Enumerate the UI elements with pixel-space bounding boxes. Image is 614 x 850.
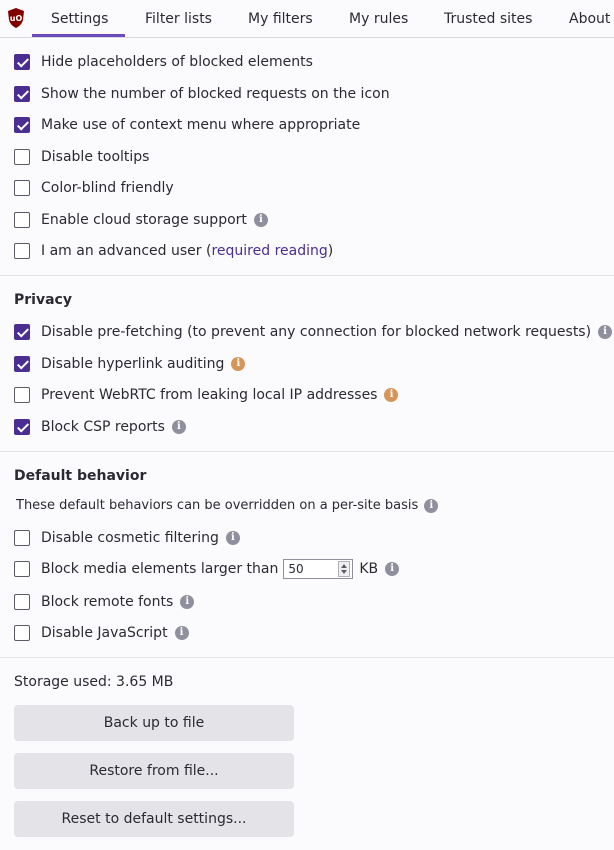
media-size-value: 50 [288,562,304,576]
info-icon[interactable]: i [424,499,438,513]
checkbox[interactable] [14,180,30,196]
warning-info-icon[interactable]: i [231,357,245,371]
checkbox[interactable] [14,54,30,70]
setting-label: I am an advanced user ( [41,243,212,259]
tab-my-filters[interactable]: My filters [248,11,313,27]
tab-my-rules[interactable]: My rules [349,11,409,27]
setting-context-menu[interactable] [14,115,360,135]
info-icon[interactable]: i [598,325,612,339]
checkbox[interactable] [14,561,30,577]
setting-cloud-storage[interactable] [14,210,268,230]
setting-label: Show the number of blocked requests on the icon [41,86,390,102]
setting-hide-placeholders[interactable] [14,52,313,72]
setting-label: Disable JavaScript [41,625,168,641]
spinner-arrows-icon[interactable] [338,561,350,577]
setting-block-csp-reports[interactable] [14,417,186,437]
checkbox[interactable] [14,117,30,133]
privacy-heading: Privacy [14,292,72,308]
setting-show-blocked-count[interactable] [14,84,390,104]
setting-label: Block media elements larger than [41,561,279,577]
checkbox[interactable] [14,356,30,372]
divider [0,657,614,658]
setting-disable-cosmetic[interactable] [14,528,240,548]
media-size-input[interactable] [283,559,353,579]
active-tab-indicator [32,34,125,37]
checkbox[interactable] [14,212,30,228]
storage-used: Storage used: 3.65 MB [14,674,174,690]
checkbox[interactable] [14,387,30,403]
info-icon[interactable]: i [226,531,240,545]
setting-webrtc[interactable] [14,385,398,405]
tab-filter-lists[interactable]: Filter lists [145,11,212,27]
setting-label: Make use of context menu where appropriate [41,117,361,133]
setting-disable-javascript[interactable] [14,623,189,643]
info-icon[interactable]: i [180,595,194,609]
setting-label: Block remote fonts [41,594,174,610]
setting-label: Enable cloud storage support [41,212,247,228]
setting-disable-tooltips[interactable] [14,147,149,167]
checkbox[interactable] [14,149,30,165]
setting-label-suffix: ) [327,243,334,259]
svg-text:uO: uO [9,14,23,23]
checkbox[interactable] [14,86,30,102]
tab-about[interactable]: About [569,11,611,27]
setting-label: Disable tooltips [41,149,150,165]
checkbox[interactable] [14,530,30,546]
restore-button[interactable]: Restore from file... [14,753,294,789]
checkbox[interactable] [14,625,30,641]
setting-color-blind[interactable] [14,178,174,198]
setting-label: Disable hyperlink auditing [41,356,225,372]
setting-disable-prefetching[interactable] [14,322,612,342]
divider [0,451,614,452]
setting-label: Disable pre-fetching (to prevent any connection for blocked network requests) [41,324,592,340]
checkbox[interactable] [14,324,30,340]
unit-label: KB [359,561,379,577]
info-icon[interactable]: i [175,626,189,640]
setting-advanced-user[interactable] [14,241,333,261]
tab-settings[interactable]: Settings [51,11,109,27]
setting-hyperlink-auditing[interactable] [14,354,245,374]
note-text: These default behaviors can be overridden on a per-site basis [16,498,419,513]
default-behavior-note [16,498,438,513]
checkbox[interactable] [14,594,30,610]
default-behavior-heading: Default behavior [14,468,147,484]
divider [0,275,614,276]
tab-trusted-sites[interactable]: Trusted sites [444,11,533,27]
ublock-logo-icon [6,7,26,29]
setting-label: Disable cosmetic filtering [41,530,219,546]
info-icon[interactable]: i [385,562,399,576]
required-reading-link[interactable]: required reading [211,243,328,259]
checkbox[interactable] [14,419,30,435]
backup-button[interactable]: Back up to file [14,705,294,741]
setting-label: Prevent WebRTC from leaking local IP addresses [41,387,378,403]
setting-block-media[interactable] [14,559,399,579]
warning-info-icon[interactable]: i [384,388,398,402]
top-nav [0,0,614,38]
reset-button[interactable]: Reset to default settings... [14,801,294,837]
setting-label: Block CSP reports [41,419,165,435]
info-icon[interactable]: i [172,420,186,434]
info-icon[interactable]: i [254,213,268,227]
setting-label: Hide placeholders of blocked elements [41,54,313,70]
setting-label: Color-blind friendly [41,180,174,196]
checkbox[interactable] [14,243,30,259]
setting-block-remote-fonts[interactable] [14,592,194,612]
